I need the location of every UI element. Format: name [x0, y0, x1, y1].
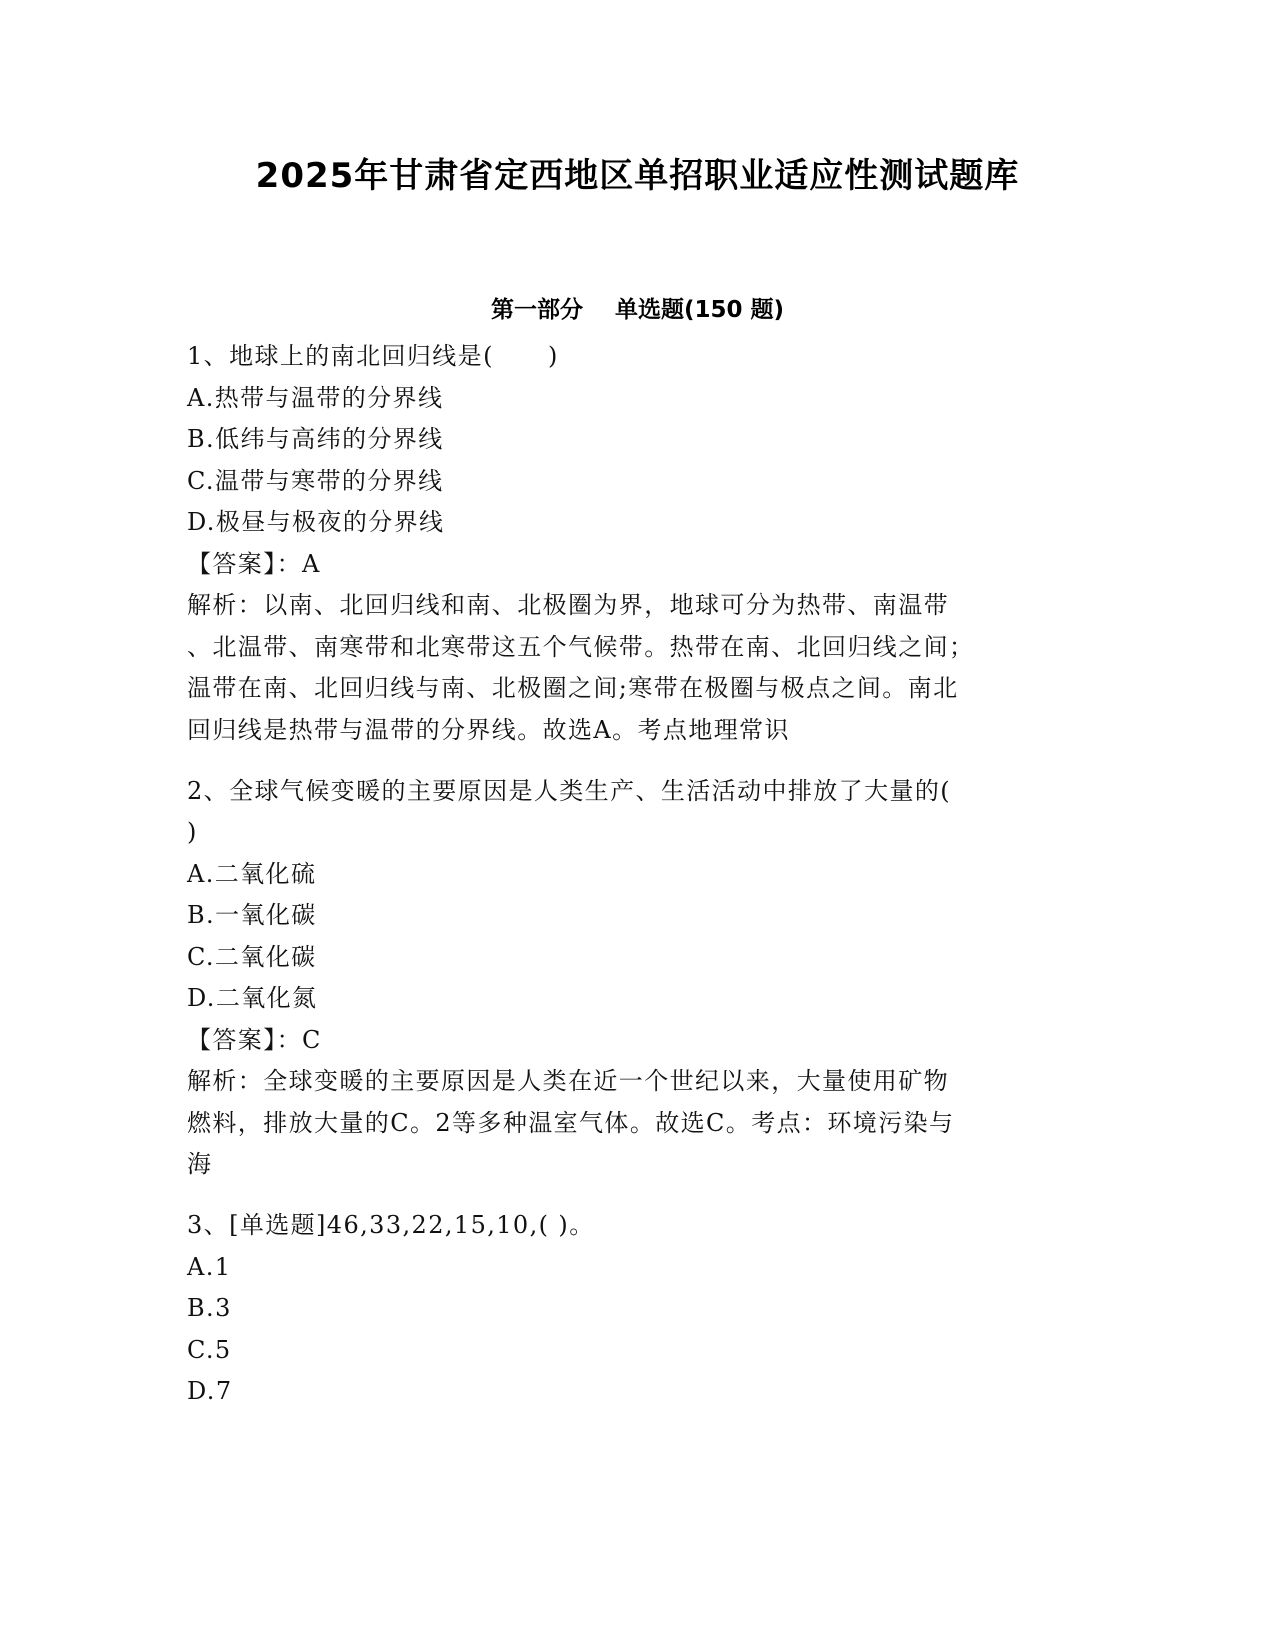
question-1-option-b: B.低纬与高纬的分界线	[187, 425, 444, 453]
question-3-option-c: C.5	[187, 1336, 232, 1364]
question-3-stem: 3、[单选题]46,33,22,15,10,( )。	[187, 1211, 595, 1239]
section-title: 第一部分 单选题(150 题)	[490, 297, 785, 323]
question-1-stem: 1、地球上的南北回归线是( )	[187, 342, 559, 370]
question-2-option-a: A.二氧化硫	[187, 860, 317, 888]
question-2-option-d: D.二氧化氮	[187, 984, 318, 1012]
document-title: 2025年甘肃省定西地区单招职业适应性测试题库	[255, 156, 1020, 196]
question-1-option-d: D.极昼与极夜的分界线	[187, 508, 445, 536]
question-1-option-c: C.温带与寒带的分界线	[187, 467, 444, 495]
question-2-analysis-line: 燃料，排放大量的C。2等多种温室气体。故选C。考点：环境污染与	[187, 1109, 955, 1137]
question-1-analysis-line: 温带在南、北回归线与南、北极圈之间;寒带在极圈与极点之间。南北	[187, 674, 959, 702]
question-1-analysis-line: 、北温带、南寒带和北寒带这五个气候带。热带在南、北回归线之间；	[187, 633, 975, 661]
question-1-analysis-line: 回归线是热带与温带的分界线。故选A。考点地理常识	[187, 716, 790, 744]
question-1-analysis-line: 解析：以南、北回归线和南、北极圈为界，地球可分为热带、南温带	[187, 591, 949, 619]
question-2-option-c: C.二氧化碳	[187, 943, 317, 971]
question-2-stem: 2、全球气候变暖的主要原因是人类生产、生活活动中排放了大量的(	[187, 777, 952, 805]
question-2-analysis-line: 海	[187, 1150, 213, 1178]
question-2-analysis-line: 解析：全球变暖的主要原因是人类在近一个世纪以来，大量使用矿物	[187, 1067, 949, 1095]
question-2-option-b: B.一氧化碳	[187, 901, 317, 929]
question-2-answer: 【答案】：C	[187, 1026, 322, 1054]
question-1-option-a: A.热带与温带的分界线	[187, 384, 444, 412]
question-3-option-a: A.1	[187, 1253, 232, 1281]
question-3-option-d: D.7	[187, 1377, 233, 1405]
question-1-answer: 【答案】：A	[187, 550, 321, 578]
question-2-stem-continued: )	[187, 818, 198, 846]
question-3-option-b: B.3	[187, 1294, 232, 1322]
